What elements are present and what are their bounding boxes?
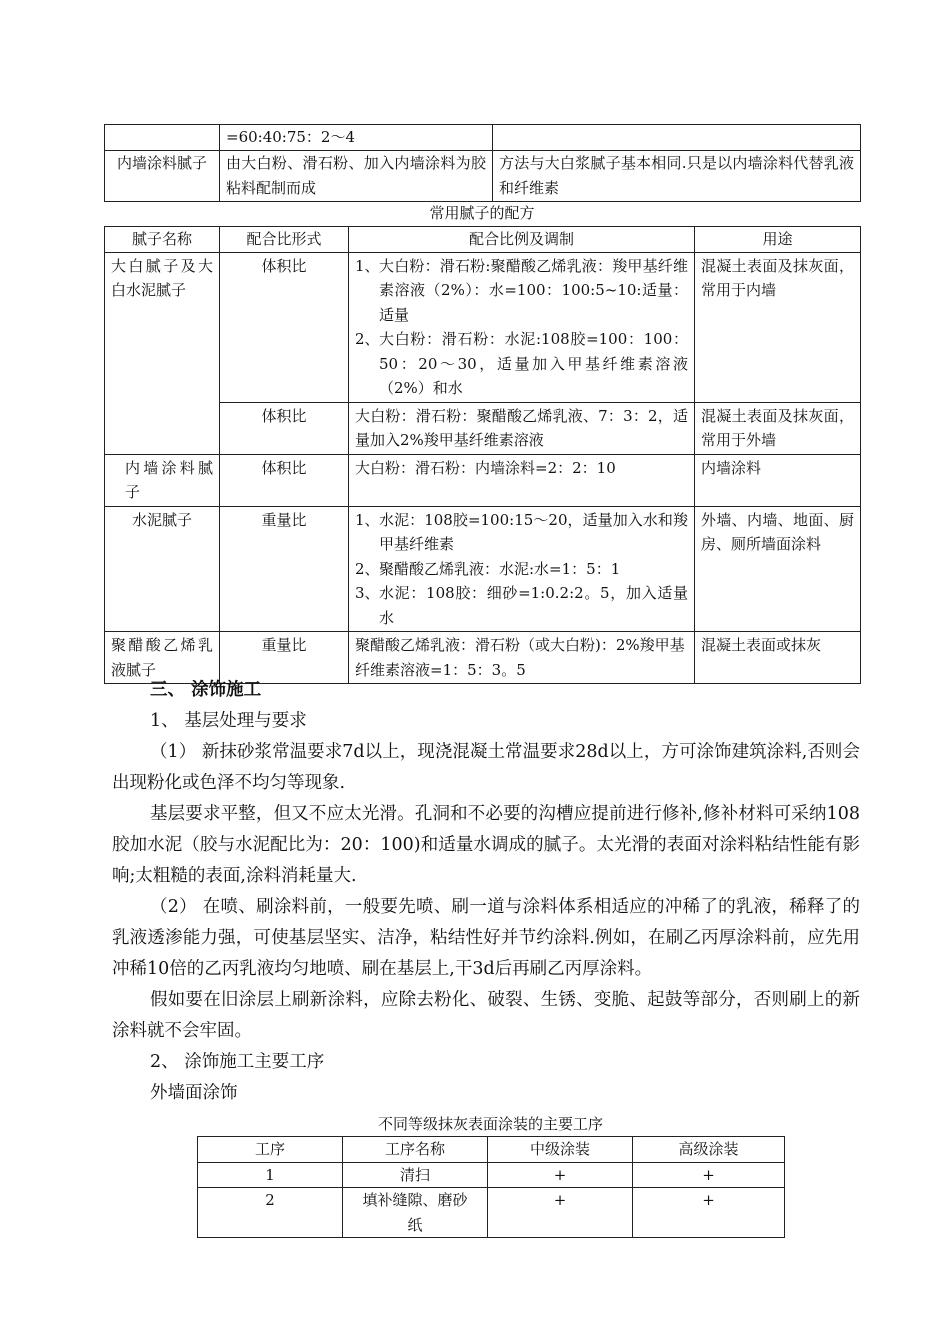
table-cell: 内墙涂料腻子 — [105, 454, 220, 506]
table-coating-procedures — [197, 1136, 785, 1238]
table-cell: 重量比 — [220, 506, 349, 632]
column-header: 配合比形式 — [220, 227, 349, 253]
table-cell: 聚醋酸乙烯乳液腻子 — [105, 632, 220, 684]
item-text: 大白粉：滑石粉:聚醋酸乙烯乳液：羧甲基纤维素溶液（2%）：水=100：100:5~10:适量：适量 — [379, 256, 688, 324]
table-cell: 大白粉：滑石粉：内墙涂料=2：2：10 — [349, 454, 695, 506]
item-number: 3、 — [355, 584, 380, 602]
subsection-heading: 外墙面涂饰 — [150, 1083, 238, 1103]
table-cell: 填补缝隙、磨砂纸 — [343, 1188, 488, 1238]
table-row — [105, 454, 861, 506]
table-cell: 混凝土表面及抹灰面，常用于外墙 — [695, 402, 861, 454]
item-text: 聚醋酸乙烯乳液：水泥:水=1：5：1 — [379, 559, 621, 578]
subsection-heading: 1、 基层处理与要求 — [150, 711, 307, 731]
list-item — [355, 557, 688, 582]
item-number: 1、 — [355, 510, 380, 529]
table-cell: + — [488, 1188, 633, 1238]
list-item — [355, 254, 688, 328]
table-cell: 水泥腻子 — [105, 506, 220, 632]
table-cell: 体积比 — [220, 454, 349, 506]
table-row — [198, 1162, 785, 1188]
section-heading: 三、 涂饰施工 — [150, 680, 262, 700]
table-cell: + — [633, 1188, 785, 1238]
table-row — [105, 506, 861, 632]
paragraph: 基层要求平整，但又不应太光滑。孔洞和不必要的沟槽应提前进行修补,修补材料可采纳108胶加水泥（胶与水泥配比为：20：100)和适量水调成的腻子。太光滑的表面对涂料粘结性能有影响;太粗糙的表面,涂料消耗量大. — [112, 804, 860, 886]
table-cell: 大白粉：滑石粉：聚醋酸乙烯乳液、7：3：2，适量加入2%羧甲基纤维素溶液 — [349, 402, 695, 454]
table-caption: 不同等级抹灰表面涂装的主要工序 — [377, 1115, 603, 1133]
item-number: 2、 — [355, 559, 380, 578]
table-cell: 由大白粉、滑石粉、加入内墙涂料为胶粘料配制而成 — [220, 151, 493, 202]
column-header: 用途 — [695, 227, 861, 253]
table-cell — [493, 125, 861, 151]
table-header-row — [105, 227, 861, 253]
column-header: 高级涂装 — [633, 1137, 785, 1163]
table-cell: 清扫 — [343, 1162, 488, 1188]
table-cell: 大白腻子及大白水泥腻子 — [105, 252, 220, 454]
table-cell — [349, 252, 695, 402]
table-cell: 混凝土表面及抹灰面，常用于内墙 — [695, 252, 861, 402]
table-putty-continuation — [104, 124, 861, 202]
column-header: 工序名称 — [343, 1137, 488, 1163]
column-header: 腻子名称 — [105, 227, 220, 253]
table-row — [105, 252, 861, 402]
table-cell: =60:40:75：2～4 — [220, 125, 493, 151]
table-row — [105, 151, 861, 202]
item-number: 2、 — [355, 330, 380, 348]
table-cell: 内墙涂料腻子 — [105, 151, 220, 202]
table-cell: 1 — [198, 1162, 343, 1188]
column-header: 配合比例及调制 — [349, 227, 695, 253]
table-header-row — [198, 1137, 785, 1163]
table-cell: + — [488, 1162, 633, 1188]
paragraph: 假如要在旧涂层上刷新涂料，应除去粉化、破裂、生锈、变脆、起鼓等部分，否则刷上的新涂料就不会牢固。 — [112, 990, 860, 1041]
table-row — [105, 125, 861, 151]
paragraph: （1） 新抹砂浆常温要求7d以上，现浇混凝土常温要求28d以上，方可涂饰建筑涂料,否则会出现粉化或色泽不均匀等现象. — [112, 742, 860, 793]
table-cell — [349, 506, 695, 632]
subsection-heading: 2、 涂饰施工主要工序 — [150, 1052, 325, 1072]
table-cell: 重量比 — [220, 632, 349, 684]
table-cell: 2 — [198, 1188, 343, 1238]
list-item — [355, 327, 688, 401]
table-cell — [105, 125, 220, 151]
table-cell: 内墙涂料 — [695, 454, 861, 506]
table-cell: 体积比 — [220, 402, 349, 454]
item-number: 1、 — [355, 256, 380, 275]
table-cell: 混凝土表面或抹灰 — [695, 632, 861, 684]
table-cell: 聚醋酸乙烯乳液：滑石粉（或大白粉)：2%羧甲基纤维素溶液=1：5：3。5 — [349, 632, 695, 684]
paragraph: （2） 在喷、刷涂料前，一般要先喷、刷一道与涂料体系相适应的冲稀了的乳液，稀释了的乳液透渗能力强，可使基层坚实、洁净，粘结性好并节约涂料.例如，在刷乙丙厚涂料前，应先用冲稀10倍的乙丙乳液均匀地喷、刷在基层上,干3d后再刷乙丙厚涂料。 — [112, 897, 860, 979]
item-text: 水泥：108胶：细砂=1:0.2:2。5，加入适量水 — [379, 584, 688, 627]
table-cell: 体积比 — [220, 252, 349, 402]
item-text: 大白粉：滑石粉：水泥:108胶=100：100：50：20～30，适量加入甲基纤维素溶液（2%）和水 — [379, 330, 688, 397]
table-row — [198, 1188, 785, 1238]
table-cell: + — [633, 1162, 785, 1188]
table-caption: 常用腻子的配方 — [429, 204, 535, 222]
table-putty-formulas — [104, 226, 861, 684]
table-cell: 方法与大白浆腻子基本相同.只是以内墙涂料代替乳液和纤维素 — [493, 151, 861, 202]
list-item — [355, 581, 688, 630]
table-cell: 外墙、内墙、地面、厨房、厕所墙面涂料 — [695, 506, 861, 632]
list-item — [355, 508, 688, 557]
item-text: 水泥：108胶=100:15～20，适量加入水和羧甲基纤维素 — [379, 510, 688, 553]
column-header: 中级涂装 — [488, 1137, 633, 1163]
column-header: 工序 — [198, 1137, 343, 1163]
